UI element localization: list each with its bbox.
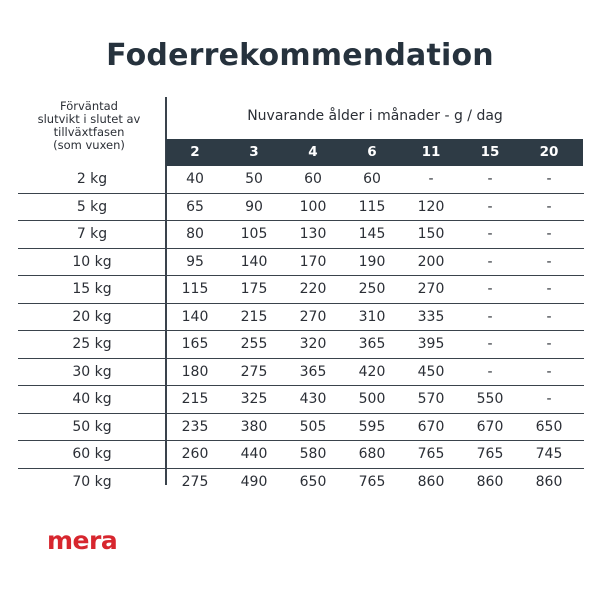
weight-label: 60 kg [72,446,112,462]
grams-per-day-cell: 250 [358,281,386,297]
table-row [18,304,584,332]
grams-per-day-cell: 670 [476,418,504,435]
grams-per-day-cell: 145 [358,226,386,242]
grams-per-day-cell: 40 [186,171,204,187]
table-row [18,441,584,469]
grams-per-day-cell: 490 [240,473,268,490]
grams-per-day-cell: 100 [299,198,327,215]
grams-per-day-cell: 365 [358,336,386,352]
grams-per-day-cell: 220 [299,281,327,297]
grams-per-day-cell: 175 [240,281,268,297]
table-row [18,221,584,249]
grams-per-day-cell: - [487,336,493,352]
grams-per-day-cell: 95 [186,253,204,270]
grams-per-day-cell: 130 [299,226,327,242]
table-row [18,359,584,387]
weight-label: 40 kg [72,391,112,407]
grams-per-day-cell: 215 [240,308,268,325]
column-header-month: 3 [249,144,259,160]
weight-label: 25 kg [72,336,112,352]
grams-per-day-cell: 650 [535,418,563,435]
grams-per-day-cell: - [487,281,493,297]
grams-per-day-cell: 420 [358,363,386,380]
grams-per-day-cell: - [546,308,552,325]
grams-per-day-cell: 440 [240,446,268,462]
grams-per-day-cell: 320 [299,336,327,352]
grams-per-day-cell: - [487,308,493,325]
grams-per-day-cell: 170 [299,253,327,270]
grams-per-day-cell: - [487,198,493,215]
grams-per-day-cell: 260 [181,446,209,462]
weight-label: 15 kg [72,281,112,297]
grams-per-day-cell: 570 [417,391,445,407]
grams-per-day-cell: - [546,363,552,380]
grams-per-day-cell: 580 [299,446,327,462]
grams-per-day-cell: 670 [417,418,445,435]
grams-per-day-cell: 115 [181,281,209,297]
grams-per-day-cell: 595 [358,418,386,435]
grams-per-day-cell: - [487,253,493,270]
column-header-month: 2 [190,144,200,160]
table-row [18,386,584,414]
age-header: Nuvarande ålder i månader - g / dag [247,108,503,124]
weight-label: 50 kg [72,418,112,435]
grams-per-day-cell: 235 [181,418,209,435]
grams-per-day-cell: 50 [245,171,263,187]
column-header-month: 15 [480,144,500,160]
table-row [18,414,584,442]
grams-per-day-cell: 310 [358,308,386,325]
grams-per-day-cell: 745 [535,446,563,462]
table-row [18,276,584,304]
grams-per-day-cell: 395 [417,336,445,352]
grams-per-day-cell: 335 [417,308,445,325]
table-row [18,249,584,277]
weight-label: 5 kg [76,198,108,215]
grams-per-day-cell: - [546,226,552,242]
grams-per-day-cell: 200 [417,253,445,270]
grams-per-day-cell: 140 [181,308,209,325]
weight-label: 2 kg [76,171,108,187]
grams-per-day-cell: - [546,391,552,407]
grams-per-day-cell: 180 [181,363,209,380]
grams-per-day-cell: 65 [186,198,204,215]
grams-per-day-cell: 325 [240,391,268,407]
grams-per-day-cell: 550 [476,391,504,407]
page-title: Foderrekommendation [106,38,494,73]
grams-per-day-cell: - [487,171,493,187]
row-header-line: (som vuxen) [53,138,125,152]
grams-per-day-cell: 505 [299,418,327,435]
grams-per-day-cell: 120 [417,198,445,215]
grams-per-day-cell: - [546,171,552,187]
table-row [18,166,584,194]
mera-logo: mera [47,526,118,555]
table-row [18,331,584,359]
grams-per-day-cell: 140 [240,253,268,270]
column-header-month: 11 [421,144,441,160]
grams-per-day-cell: 90 [245,198,263,215]
grams-per-day-cell: 860 [535,473,563,490]
grams-per-day-cell: 365 [299,363,327,380]
column-header-month: 20 [539,144,559,160]
grams-per-day-cell: 765 [417,446,445,462]
grams-per-day-cell: 255 [240,336,268,352]
grams-per-day-cell: 765 [476,446,504,462]
column-header-month: 6 [367,144,377,160]
grams-per-day-cell: 115 [358,198,386,215]
grams-per-day-cell: 450 [417,363,445,380]
weight-label: 7 kg [76,226,108,242]
feeding-table-body [18,166,584,495]
grams-per-day-cell: 650 [299,473,327,490]
row-header-line: Förväntad [60,99,118,113]
grams-per-day-cell: 860 [476,473,504,490]
grams-per-day-cell: 60 [304,171,322,187]
row-header-label [18,100,160,152]
grams-per-day-cell: 275 [181,473,209,490]
grams-per-day-cell: 430 [299,391,327,407]
grams-per-day-cell: 275 [240,363,268,380]
grams-per-day-cell: 105 [240,226,268,242]
grams-per-day-cell: 765 [358,473,386,490]
grams-per-day-cell: 270 [417,281,445,297]
weight-label: 20 kg [72,308,112,325]
column-header-bar [166,139,583,166]
grams-per-day-cell: - [546,281,552,297]
row-header-line: tillväxtfasen [53,125,125,139]
column-header-month: 4 [308,144,318,160]
grams-per-day-cell: 165 [181,336,209,352]
grams-per-day-cell: 270 [299,308,327,325]
grams-per-day-cell: 190 [358,253,386,270]
grams-per-day-cell: 500 [358,391,386,407]
grams-per-day-cell: - [546,253,552,270]
grams-per-day-cell: 860 [417,473,445,490]
grams-per-day-cell: - [546,198,552,215]
grams-per-day-cell: 215 [181,391,209,407]
row-header-line: slutvikt i slutet av [37,112,141,126]
grams-per-day-cell: - [546,336,552,352]
grams-per-day-cell: - [428,171,434,187]
grams-per-day-cell: 60 [363,171,381,187]
weight-label: 30 kg [72,363,112,380]
weight-label: 10 kg [72,253,112,270]
grams-per-day-cell: - [487,226,493,242]
weight-label: 70 kg [72,473,112,490]
grams-per-day-cell: - [487,363,493,380]
table-row [18,194,584,222]
grams-per-day-cell: 80 [186,226,204,242]
grams-per-day-cell: 380 [240,418,268,435]
table-row [18,469,584,496]
grams-per-day-cell: 150 [417,226,445,242]
grams-per-day-cell: 680 [358,446,386,462]
